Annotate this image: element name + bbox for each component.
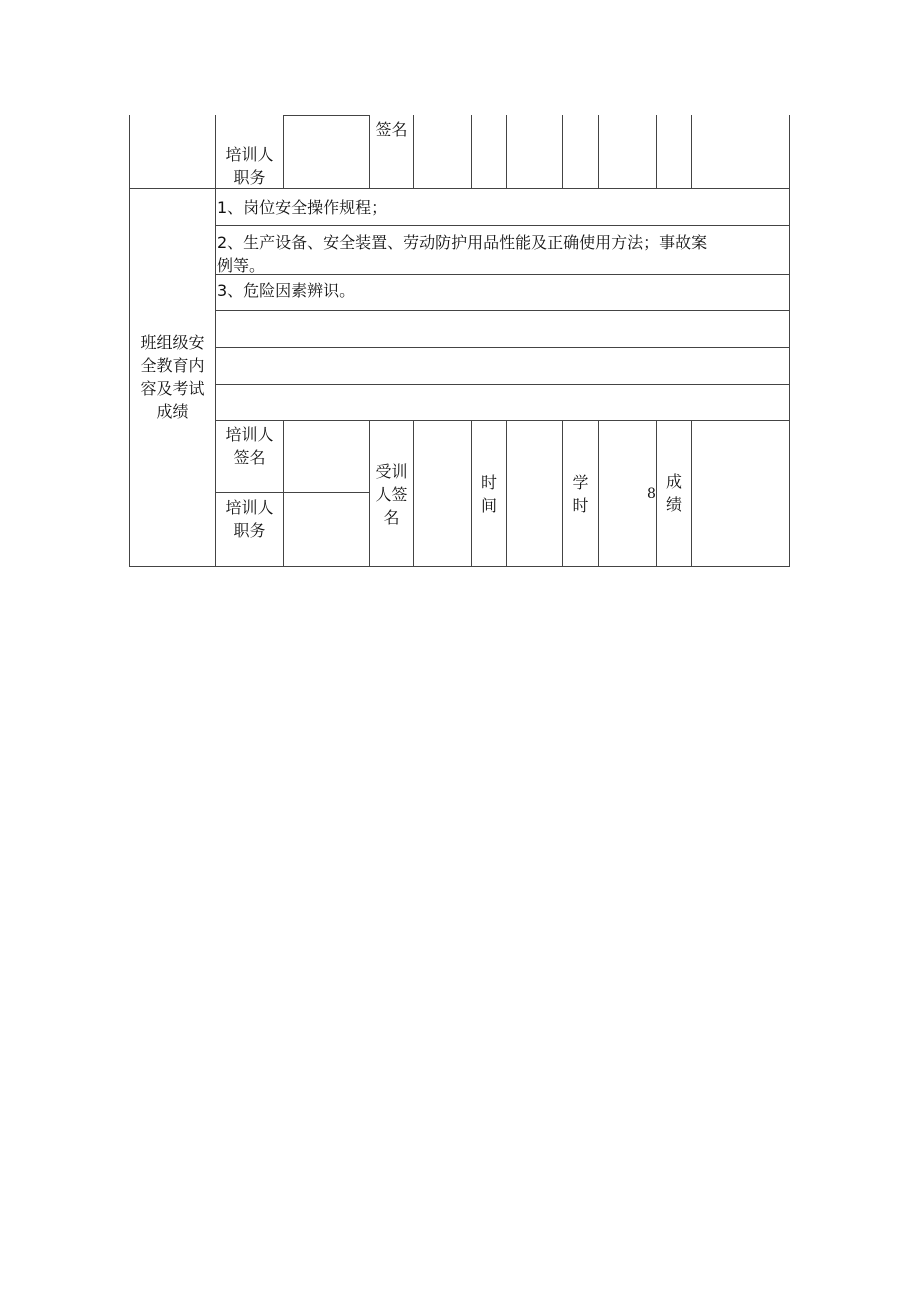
content-item-3: 3、危险因素辨识。: [217, 281, 356, 300]
trainer-sign-label: 培训人 签名: [225, 425, 274, 467]
rule-v-c10-top: [656, 115, 657, 188]
content-item-2: 2、生产设备、安全装置、劳动防护用品性能及正确使用方法；事故案 例等。: [217, 233, 708, 275]
rule-v-right-top: [789, 115, 790, 188]
rule-v-c8-top: [562, 115, 563, 188]
rule-bottom: [129, 566, 790, 567]
rule-v-right: [789, 188, 790, 567]
time-label: 时 间: [480, 473, 497, 515]
section-label: 班组级安 全教育内 容及考试 成绩: [140, 333, 205, 421]
rule-v-c5: [413, 420, 414, 566]
rule-v-c7-top: [506, 115, 507, 188]
hours-value: 8: [647, 486, 656, 502]
top-trainer-title-label: 培训人 职务: [225, 145, 274, 187]
rule-v-value-top: [283, 115, 284, 188]
rule-item-3: [215, 310, 790, 311]
content-item-1: 1、岗位安全操作规程；: [217, 198, 388, 217]
rule-v-value: [283, 420, 284, 566]
score-label: 成 绩: [665, 472, 682, 514]
rule-signature-top: [215, 420, 790, 421]
rule-item-5: [215, 384, 790, 385]
rule-item-4: [215, 347, 790, 348]
trainer-title-label: 培训人 职务: [225, 498, 274, 540]
trainee-sign-label: 受训 人签 名: [375, 462, 408, 527]
rule-v-c9-top: [598, 115, 599, 188]
rule-item-1: [215, 225, 790, 226]
hours-label: 学 时: [572, 473, 589, 515]
rule-v-c11: [691, 420, 692, 566]
top-sign-label: 签名: [375, 120, 408, 139]
rule-v-c9: [598, 420, 599, 566]
rule-top-sign-box: [283, 115, 370, 116]
rule-v-c6-top: [471, 115, 472, 188]
rule-v-c11-top: [691, 115, 692, 188]
rule-v-left-top: [129, 115, 130, 188]
rule-v-c7: [506, 420, 507, 566]
rule-trainer-split: [215, 492, 370, 493]
rule-v-c5-top: [413, 115, 414, 188]
